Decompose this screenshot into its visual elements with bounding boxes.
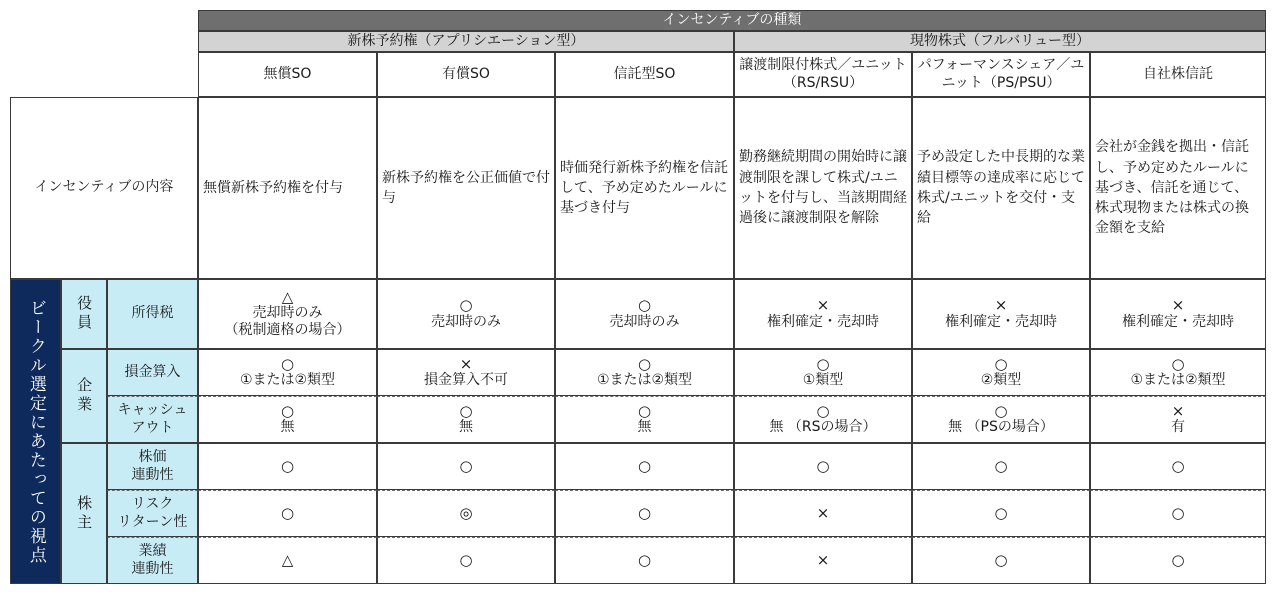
income-tax-cell-rs-rsu (734, 279, 912, 349)
stock-linkage-cell-stock-trust (1090, 443, 1266, 490)
cash-out-cell-stock-trust (1090, 396, 1266, 443)
cell-text: ①または②類型 (1130, 372, 1226, 389)
cell-text: 売却時のみ (431, 313, 501, 330)
rating-symbol: ○ (816, 401, 830, 420)
rating-symbol: ○ (637, 551, 652, 570)
rating-symbol: ○ (816, 457, 830, 476)
cell-text: ①または②類型 (239, 372, 336, 389)
deductible-cell-paid-so (377, 349, 555, 396)
row-label-line: 株価 (138, 449, 167, 466)
rating-symbol: ○ (280, 401, 295, 420)
rating-symbol: ○ (994, 457, 1008, 476)
stock-linkage-cell-ps-psu (912, 443, 1090, 490)
incentive-comparison-table (10, 10, 1266, 592)
cash-out-cell-rs-rsu (734, 396, 912, 443)
income-tax-cell-paid-so (377, 279, 555, 349)
rating-symbol: × (1171, 296, 1185, 315)
rating-symbol: ○ (459, 401, 473, 420)
col-header-paid-so: 有償SO (377, 52, 555, 97)
rating-symbol: ○ (1171, 551, 1185, 570)
rating-symbol: ○ (637, 401, 652, 420)
rating-symbol: ○ (1171, 354, 1185, 373)
row-label-line: リスク (131, 496, 174, 513)
rating-symbol: △ (281, 287, 294, 306)
rating-symbol: ○ (994, 354, 1008, 373)
cell-text: 売却時のみ (252, 305, 323, 322)
income-tax-cell-stock-trust (1090, 279, 1266, 349)
risk-return-cell-ps-psu (912, 490, 1090, 537)
cash-out-cell-free-so (198, 396, 377, 443)
stock-linkage-cell-trust-so (555, 443, 734, 490)
rating-symbol: ○ (459, 551, 473, 570)
cell-text: ②類型 (980, 372, 1022, 389)
stock-linkage-cell-paid-so (377, 443, 555, 490)
company-group-label: 企業 (61, 349, 107, 443)
income-tax-cell-trust-so (555, 279, 734, 349)
col-header-stock-trust: 自社株信託 (1090, 52, 1266, 97)
stock-linkage-cell-free-so (198, 443, 377, 490)
row-label-line: 連動性 (131, 466, 174, 483)
incentive-types-header: インセンティブの種類 (198, 10, 1266, 31)
row-label-line: キャッシュ (117, 402, 188, 419)
rating-symbol: ○ (994, 504, 1008, 523)
col-header-rs-rsu: 譲渡制限付株式／ユニット（RS/RSU） (734, 52, 912, 97)
deductible-cell-rs-rsu (734, 349, 912, 396)
col-header-ps-psu: パフォーマンスシェア／ユニット（PS/PSU） (912, 52, 1090, 97)
cell-text: 有 (1171, 419, 1185, 436)
rating-symbol: ○ (1171, 457, 1185, 476)
stock-option-group-header: 新株予約権（アプリシエーション型） (198, 31, 734, 52)
table-corner-blank (10, 10, 198, 97)
performance-linkage-cell-paid-so (377, 537, 555, 584)
rating-symbol: × (459, 354, 473, 373)
rating-symbol: ○ (1171, 504, 1185, 523)
row-label-cash-out (107, 396, 198, 443)
cell-text: 無 (637, 419, 652, 436)
row-label-stock-linkage (107, 443, 198, 490)
risk-return-cell-free-so (198, 490, 377, 537)
cell-text: 無 (459, 419, 473, 436)
cell-text: 損金算入不可 (424, 372, 508, 389)
officer-group-label: 役員 (61, 279, 107, 349)
cell-text: 無 (280, 419, 295, 436)
content-cell-paid-so: 新株予約権を公正価値で付与 (377, 97, 555, 279)
row-label-risk-return (107, 490, 198, 537)
performance-linkage-cell-free-so (198, 537, 377, 584)
cash-out-cell-paid-so (377, 396, 555, 443)
rating-symbol: × (1171, 401, 1185, 420)
cell-text: ①類型 (802, 372, 844, 389)
rating-symbol: △ (281, 551, 294, 570)
cell-text: 無 （RSの場合） (769, 419, 877, 436)
rating-symbol: ○ (994, 401, 1008, 420)
shareholder-group-label: 株主 (61, 443, 107, 584)
full-value-group-header: 現物株式（フルバリュー型） (734, 31, 1266, 52)
rating-symbol: ◎ (459, 504, 473, 523)
rating-symbol: ○ (280, 457, 295, 476)
risk-return-cell-rs-rsu (734, 490, 912, 537)
stock-linkage-cell-rs-rsu (734, 443, 912, 490)
risk-return-cell-paid-so (377, 490, 555, 537)
cell-text: 権利確定・売却時 (1122, 313, 1234, 330)
rating-symbol: ○ (637, 504, 652, 523)
row-label-income-tax: 所得税 (107, 279, 198, 349)
rating-symbol: ○ (816, 354, 830, 373)
risk-return-cell-stock-trust (1090, 490, 1266, 537)
rating-symbol: ○ (459, 296, 473, 315)
cell-text: 権利確定・売却時 (767, 313, 879, 330)
cell-text: 無 （PSの場合） (948, 419, 1054, 436)
rating-symbol: ○ (459, 457, 473, 476)
deductible-cell-trust-so (555, 349, 734, 396)
vehicle-selection-perspective-label: ビークル選定にあたっての視点 (10, 279, 61, 584)
content-cell-rs-rsu: 勤務継続期間の開始時に譲渡制限を課して株式/ユニットを付与し、当該期間経過後に譲渡制限を解除 (734, 97, 912, 279)
cell-text-note: （税制適格の場合） (224, 322, 351, 339)
col-header-trust-so: 信託型SO (555, 52, 734, 97)
rating-symbol: ○ (637, 296, 652, 315)
rating-symbol: × (816, 504, 830, 523)
row-label-line: 連動性 (131, 560, 174, 577)
rating-symbol: ○ (280, 354, 295, 373)
income-tax-cell-ps-psu (912, 279, 1090, 349)
performance-linkage-cell-trust-so (555, 537, 734, 584)
row-label-deductible: 損金算入 (107, 349, 198, 396)
income-tax-cell-free-so (198, 279, 377, 349)
content-cell-trust-so: 時価発行新株予約権を信託して、予め定めたルールに基づき付与 (555, 97, 734, 279)
cash-out-cell-ps-psu (912, 396, 1090, 443)
cell-text: 売却時のみ (609, 313, 680, 330)
cell-text: ①または②類型 (596, 372, 693, 389)
rating-symbol: ○ (637, 354, 652, 373)
incentive-content-label: インセンティブの内容 (10, 97, 198, 279)
rating-symbol: ○ (994, 551, 1008, 570)
deductible-cell-ps-psu (912, 349, 1090, 396)
deductible-cell-stock-trust (1090, 349, 1266, 396)
content-cell-ps-psu: 予め設定した中長期的な業績目標等の達成率に応じて株式/ユニットを交付・支給 (912, 97, 1090, 279)
col-header-free-so: 無償SO (198, 52, 377, 97)
rating-symbol: ○ (637, 457, 652, 476)
cell-text: 権利確定・売却時 (945, 313, 1057, 330)
content-cell-free-so: 無償新株予約権を付与 (198, 97, 377, 279)
row-label-line: アウト (131, 419, 174, 436)
row-label-performance-linkage (107, 537, 198, 584)
rating-symbol: × (816, 551, 830, 570)
cash-out-cell-trust-so (555, 396, 734, 443)
row-label-line: 業績 (138, 543, 167, 560)
content-cell-stock-trust: 会社が金銭を拠出・信託し、予め定めたルールに基づき、信託を通じて、株式現物または株式の換金額を支給 (1090, 97, 1266, 279)
rating-symbol: × (816, 296, 830, 315)
row-label-line: リターン性 (117, 513, 188, 530)
rating-symbol: × (994, 296, 1008, 315)
rating-symbol: ○ (280, 504, 295, 523)
risk-return-cell-trust-so (555, 490, 734, 537)
performance-linkage-cell-stock-trust (1090, 537, 1266, 584)
performance-linkage-cell-rs-rsu (734, 537, 912, 584)
deductible-cell-free-so (198, 349, 377, 396)
performance-linkage-cell-ps-psu (912, 537, 1090, 584)
